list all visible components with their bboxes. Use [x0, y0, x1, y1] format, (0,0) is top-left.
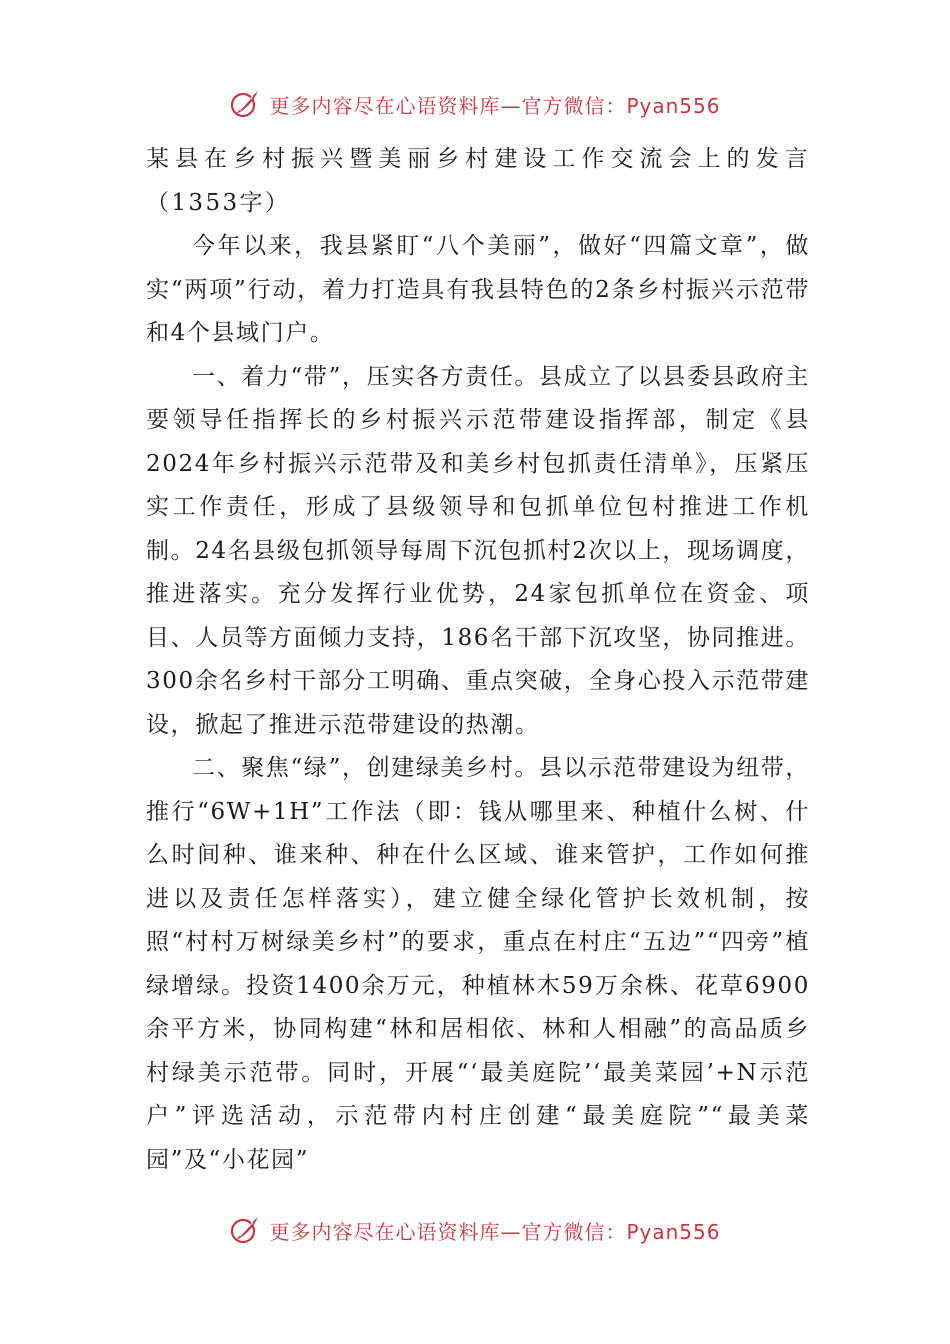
watermark-footer [0, 1210, 950, 1250]
document-title: 某县在乡村振兴暨美丽乡村建设工作交流会上的发言（1353字） [146, 146, 810, 216]
watermark-text: 更多内容尽在心语资料库—官方微信：Pyan556 [269, 93, 721, 118]
paragraph-intro: 今年以来，我县紧盯“八个美丽”，做好“四篇文章”，做实“两项”行动，着力打造具有我县特色的2条乡村振兴示范带和4个县域门户。 [146, 233, 810, 346]
paragraph-section-two: 二、聚焦“绿”，创建绿美乡村。县以示范带建设为纽带，推行“6W+1H”工作法（即：钱从哪里来、种植什么树、什么时间种、谁来种、种在什么区域、谁来管护，工作如何推进以及责任怎样落实），建立健全绿化管护长效机制，按照“村村万树绿美乡村”的要求，重点在村庄“五边”“四旁”植绿增绿。投资1400余万元，种植林木59万余株、花草6900余平方米，协同构建“林和居相依、林和人相融”的高品质乡村绿美示范带。同时，开展“‘最美庭院’‘最美菜园’+N示范户”评选活动，示范带内村庄创建“最美庭院”“最美菜园”及“小花园” [146, 755, 810, 1173]
document-body [146, 138, 810, 1182]
watermark-text: 更多内容尽在心语资料库—官方微信：Pyan556 [269, 1219, 721, 1244]
watermark-header [0, 84, 950, 124]
paragraph-section-one: 一、着力“带”，压实各方责任。县成立了以县委县政府主要领导任指挥长的乡村振兴示范带建设指挥部，制定《县2024年乡村振兴示范带及和美乡村包抓责任清单》，压紧压实工作责任，形成了县级领导和包抓单位包村推进工作机制。24名县级包抓领导每周下沉包抓村2次以上，现场调度，推进落实。充分发挥行业优势，24家包抓单位在资金、项目、人员等方面倾力支持，186名干部下沉攻坚，协同推进。300余名乡村干部分工明确、重点突破，全身心投入示范带建设，掀起了推进示范带建设的热潮。 [146, 363, 810, 738]
quill-pen-icon [229, 88, 261, 120]
quill-pen-icon [229, 1214, 261, 1246]
